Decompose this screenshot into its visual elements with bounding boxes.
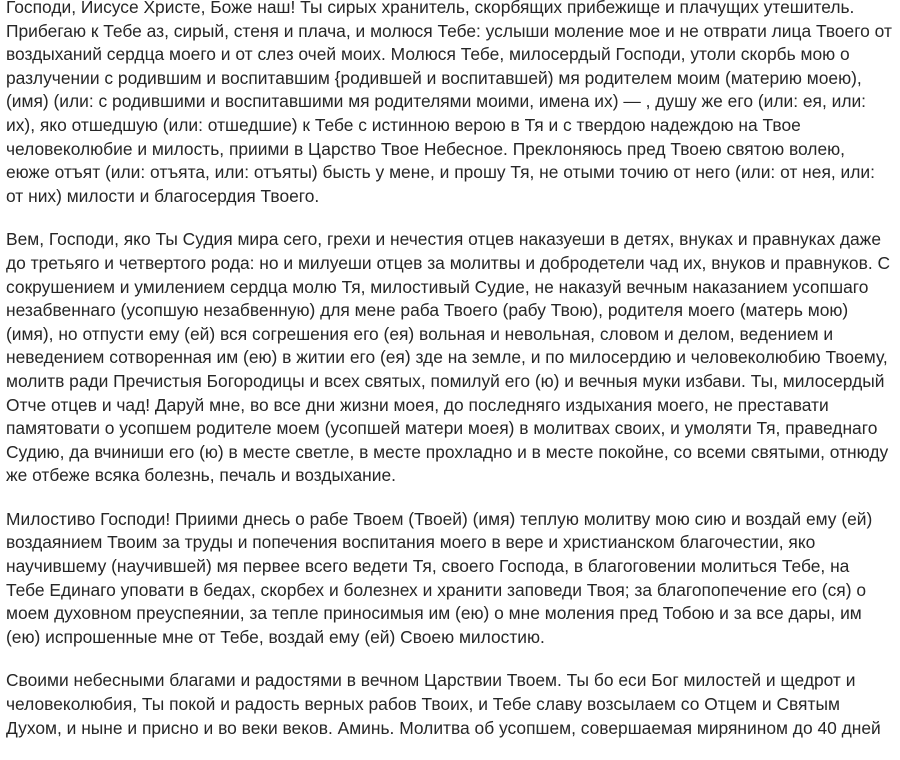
document-body — [6, 0, 892, 760]
paragraph-2: Вем, Господи, яко Ты Судия мира сего, грехи и нечестия отцев наказуеши в детях, внуках и правнуках даже до третьяго и четвертого рода: но и милуеши отцев за молитвы и добродетели чад их, внуков и правнуков. С сокрушением и умилением сердца молю Тя, милостивый Судие, не наказуй вечным наказанием усопшаго незабвеннаго (усопшую незабвенную) для мене раба Твоего (рабу Твою), родителя моего (матерь мою) (имя), но отпусти ему (ей) вся согрешения его (ея) вольная и невольная, словом и делом, ведением и неведением сотворенная им (ею) в житии его (ея) зде на земле, и по милосердию и человеколюбию Твоему, молитв ради Пречистыя Богородицы и всех святых, помилуй его (ю) и вечныя муки избави. Ты, милосердый Отче отцев и чад! Даруй мне, во все дни жизни моея, до последняго издыхания моего, не преставати памятовати о усопшем родителе моем (усопшей матери моея) в молитвах своих, и умоляти Тя, праведнаго Судию, да вчиниши его (ю) в месте светле, в месте прохладно и в месте покойне, со всеми святыми, отнюду же отбеже всяка болезнь, печаль и воздыхание. — [6, 229, 891, 486]
paragraph-3: Милостиво Господи! Приими днесь о рабе Твоем (Твоей) (имя) теплую молитву мою сию и воздай ему (ей) воздаянием Твоим за труды и попечения воспитания моего в вере и христианском благочестии, яко научившему (научившей) мя первее всего ведети Тя, своего Господа, в благоговении молиться Тебе, на Тебе Единаго уповати в бедах, скорбех и болезнех и хранити заповеди Твоя; за благопопечение его (ся) о моем духовном преуспеянии, за тепле приносимыя им (ею) о мне моления пред Тобою и за все дары, им (ею) испрошенные мне от Тебе, воздай ему (ей) Своею милостию. — [6, 508, 873, 647]
paragraph-4: Своими небесными благами и радостями в вечном Царствии Твоем. Ты бо еси Бог милостей и щедрот и человеколюбия, Ты покой и радость верных рабов Твоих, и Тебе славу возсылаем со Отцем и Святым Духом, и ныне и присно и во веки веков. Аминь. Молитва об усопшем, совершаемая мирянином до 40 дней — [6, 670, 881, 738]
paragraph-1: Господи, Иисусе Христе, Боже наш! Ты сирых хранитель, скорбящих прибежище и плачущих утешитель. Прибегаю к Тебе аз, сирый, стеня и плача, и молюся Тебе: услыши моление мое и не отврати лица Твоего от воздыханий сердца моего и от слез очей моих. Молюся Тебе, милосердый Господи, утоли скорбь мою о разлучении с родившим и воспитавшим {родившей и воспитавшей) мя родителем моим (материю моею), (имя) (или: с родившими и воспитавшими мя родителями моими, имена их) — , душу же его (или: ея, или: их), яко отшедшую (или: отшедшие) к Тебе с истинною верою в Тя и с твердою надеждою на Твое человеколюбие и милость, приими в Царство Твое Небесное. Преклоняюсь пред Твоею святою волею, еюже отъят (или: отъята, или: отъяты) бысть у мене, и прошу Тя, не отыми точию от него (или: от нея, или: от них) милости и благосердия Твоего. — [6, 0, 892, 206]
